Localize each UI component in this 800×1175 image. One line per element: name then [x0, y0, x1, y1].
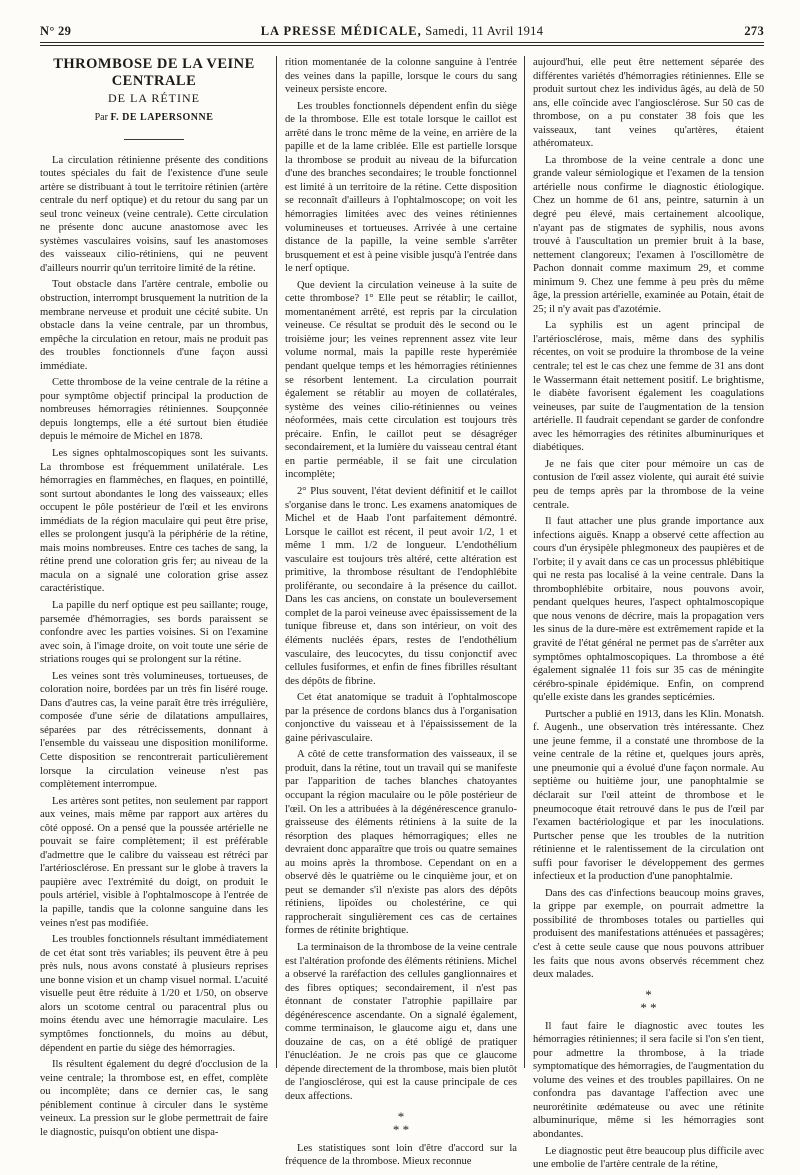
paragraph: Les signes ophtalmoscopiques sont les suivants. La thrombose est fréquemment unilatérale. Les hémorragies en flammèches, en flaques, en pointillé, sont surtout abondantes le long des vaisseaux; elles occupent le pôle postérieur de l'œil et les environs immédiats de la région maculaire qui peut être prise, elles se prolongent jusqu'à la périphérie de la rétine, mais moins nombreuses. Entre ces taches de sang, la rétine prend une coloration gris fer; au niveau de la macula on a signalé une coloration grise assez caractéristique.: [40, 447, 268, 595]
column-divider: [524, 56, 525, 1068]
paragraph: Il faut attacher une plus grande importance aux infections aiguës. Knapp a observé cette affection au cours d'un érysipèle phlegmoneux des paupières et de l'orbite; il y avait dans ce cas un processus phlébitique qui ne resta pas localisé à la veine centrale. Dans la thrombophlébite orbitaire, nous pouvons avoir, pendant quelques heures, l'aspect ophtalmoscopique que nous venons de décrire, mais la propagation vers les sinus de la dure-mère est extrêmement rapide et la gravité de l'état général ne permet pas de s'arrêter aux symptômes ophtalmoscopiques. La thrombose a été également signalée 11 fois sur 35 cas de méningite cérébro-spinale épidémique. Enfin, on comprend qu'elle existe dans les grandes septicémies.: [533, 516, 764, 704]
paragraph: La papille du nerf optique est peu saillante; rouge, parsemée d'hémorragies, ses bords paraissent se confondre avec les parties voisines. Si on l'examine avec soin, à l'image droite, on voit toute une série de striations rouges qui se prolongent sur la rétine.: [40, 600, 268, 666]
author-prefix: Par: [94, 111, 108, 123]
header-rule: [40, 42, 764, 43]
page-number: 273: [744, 24, 764, 38]
paragraph: rition momentanée de la colonne sanguine à l'entrée des veines dans la papille, lorsque le cours du sang veineux persiste encore.: [285, 57, 517, 96]
paragraph: Les troubles fonctionnels résultant immédiatement de cet état sont très variables; ils peuvent être à peu près nuls, nous avons constaté à plusieurs reprises une bonne vision et un champ visuel normal. L'acuité visuelle peut être réduite à 1/20 et 1/50, on observe alors un scotome central ou paracentral plus ou moins étendu avec une hémorragie maculaire. Les symptômes fonctionnels, du moins au début, dépendent en partie du siège des hémorragies.: [40, 934, 268, 1054]
section-separator: * * *: [640, 986, 657, 1015]
article-subtitle: DE LA RÉTINE: [108, 91, 200, 106]
article-title: THROMBOSE DE LA VEINE CENTRALE: [53, 56, 255, 89]
paragraph: Cette thrombose de la veine centrale de la rétine a pour symptôme objectif principal la production de nombreuses hémorragies rétiniennes. Soupçonnée depuis longtemps, elle a été surtout bien étudiée depuis le mémoire de Michel en 1878.: [40, 377, 268, 443]
author-name: F. DE LAPERSONNE: [110, 111, 214, 123]
column-1: [40, 56, 268, 1142]
paragraph: La thrombose de la veine centrale a donc une grande valeur sémiologique et l'examen de la tension artérielle nous confirme le diagnostic étiologique. Chez un homme de 61 ans, peintre, saturnin à un degré peu élevé, mais certainement alcoolique, n'ayant pas de stigmates de syphilis, nous avons trouvé à l'auscultation un premier bruit à la base, nettement clangoreux; l'examen à l'oscillomètre de Pachon donnait comme maximum 29, et comme minimum 9. Chez une femme à peu près du même âge, la pression artérielle, examinée au Potain, était de 25; il n'y avait pas d'azotémie.: [533, 154, 764, 315]
column-3: [533, 56, 764, 1175]
paragraph: Les statistiques sont loin d'être d'accord sur la fréquence de la thrombose. Mieux reconnue: [285, 1142, 517, 1168]
paragraph: A côté de cette transformation des vaisseaux, il se produit, dans la rétine, tout un travail qui se manifeste par l'apparition de taches blanches chatoyantes occupant la région maculaire ou le pôle postérieur de l'œil. On les a attribuées à la dégénérescence granulo-graisseuse des éléments rétiniens à la suite de la résorption des plaques hémorragiques; elles ne devraient donc apparaître que trois ou quatre semaines au moins après la thrombose. Cependant on en a observé dès le quatrième ou le cinquième jour, et on peut se demander s'il n'existe pas alors des dépôts rétiniens, lipoïdes ou cholestérine, ce qui rapprocherait singulièrement ces cas de certaines formes de rétinite brightique.: [285, 749, 517, 937]
title-divider: [124, 139, 184, 140]
paragraph: aujourd'hui, elle peut être nettement séparée des différentes variétés d'hémorragies rétiniennes. Elle se produit surtout chez les individus âgés, au delà de 50 ans, elle coïncide avec l'angiosclérose. Sur 50 cas de thrombose, on a pu constater 38 fois que les vaisseaux, tant veines qu'artères, étaient athéromateux.: [533, 57, 764, 150]
issue-number: N° 29: [40, 24, 72, 38]
paragraph: Cet état anatomique se traduit à l'ophtalmoscope par la présence de cordons blancs dus à l'organisation conjonctive du vaisseau et à l'épaississement de la gaine périvasculaire.: [285, 692, 517, 744]
paragraph: 2° Plus souvent, l'état devient définitif et le caillot s'organise dans le tronc. Les examens anatomiques de Michel et de Haab l'ont parfaitement démontré. Lorsque le caillot est récent, il peut avoir 1/2, 1 et même 1 mm. 1/2 de longueur. L'endothélium vasculaire est toujours très altéré, cette altération est primitive, la thrombose résultant de l'endophlébite proliférante, ou secondaire à la présence du caillot. Dans les cas anciens, on constate un bouleversement complet de la paroi veineuse avec épaississement de la tunique fibreuse et, dans son intérieur, on voit des éléments nucléés épars, restes de l'endothélium vasculaire, des leucocytes, du tissu conjonctif avec cellules fusiformes, et enfin de fines fibrilles résultant des dépôts de fibrine.: [285, 485, 517, 687]
column-divider: [276, 56, 277, 1068]
journal-line: [40, 24, 764, 39]
paragraph: Il faut faire le diagnostic avec toutes les hémorragies rétiniennes; il sera facile si l'on s'en tient, pour admettre la thrombose, à la triade symptomatique des hémorragies, de l'augmentation du volume des veines et des troubles papillaires. On ne confondra pas davantage l'affection avec une neurorétinite œdémateuse ou avec une rétinite albuminurique, même si les hémorragies sont abondantes.: [533, 1020, 764, 1141]
paragraph: Je ne fais que citer pour mémoire un cas de contusion de l'œil assez violente, qui aurait été suivie peu de temps après par la thrombose de la veine centrale.: [533, 458, 764, 511]
paragraph: La circulation rétinienne présente des conditions toutes spéciales du fait de l'existence d'une seule artère se distribuant à tout le territoire rétinien (artère centrale du nerf optique) et du retour du sang par un seul tronc veineux (veine centrale). Cette circulation ne présente donc aucune anastomose avec les systèmes vasculaires voisins, sauf les anastomoses des vaisseaux cilio-rétiniens, qui ne peuvent d'ailleurs nourrir qu'un territoire limité de la rétine.: [40, 154, 268, 274]
paragraph: Dans des cas d'infections beaucoup moins graves, la grippe par exemple, on pourrait admettre la possibilité de thromboses totales ou partielles qui produisent des manifestations atténuées et passagères; c'est à cette seule cause que nous pouvons attribuer les faits que nous avons observés récemment chez deux malades.: [533, 887, 764, 981]
paragraph: Purtscher a publié en 1913, dans les Klin. Monatsh. f. Augenh., une observation très intéressante. Chez une jeune femme, il a constaté une thrombose de la veine centrale de la rétine et, quelques jours après, une pneumonie qui a évolué d'une façon normale. Au septième ou huitième jour, une panophtalmie se déclarait sur l'œil atteint de thrombose et le pneumocoque était retrouvé dans le pus de l'œil par l'examen bactériologique et par les inoculations. Purtscher pense que les troubles de la nutrition rétinienne et le ralentissement de la circulation ont suffi pour favoriser le développement des germes infectieux et la production d'une panophtalmie.: [533, 708, 764, 883]
article-author: [40, 112, 268, 125]
paragraph: Que devient la circulation veineuse à la suite de cette thrombose? 1° Elle peut se rétablir; le caillot, momentanément arrêté, est repris par la circulation veineuse. Ce résultat se produit dès le second ou le troisième jour; les veines reprennent assez vite leur volume normal, mais la papille reste hyperémiée pendant quelque temps et les hémorragies rétiniennes se résorbent lentement. La circulation pourrait également se rétablir au moyen de collatérales, système des veines cilio-rétiniennes ou veines néoformées, mais cette circulation est toujours très précaire. Enfin, le caillot peut se désagréger secondairement, et la lumière du vaisseau central étant en partie perméable, il se fait une circulation incomplète;: [285, 279, 517, 481]
paragraph: Ils résultent également du degré d'occlusion de la veine centrale; la thrombose est, en effet, complète ou incomplète; dans ce dernier cas, le sang péniblement continue à circuler dans le système veineux. La pression sur le globe permettrait de faire le diagnostic, puisqu'on obtient une dispa-: [40, 1059, 268, 1138]
column-2: [285, 56, 517, 1172]
paragraph: La syphilis est un agent principal de l'artériosclérose, mais, même dans des syphilis récentes, on voit se produire la thrombose de la veine centrale; tel est le cas chez une femme de 31 ans dont le Wassermann était nettement positif. Le brightisme, le diabète favorisent également les coagulations veineuses, par suite de l'augmentation de la tension artérielle. Il faudrait cependant se garder de confondre avec les hémorragies des rétinites albuminuriques et diabétiques.: [533, 320, 764, 454]
header-rule-double: [40, 45, 764, 46]
section-separator: * * *: [392, 1108, 410, 1137]
paragraph: La terminaison de la thrombose de la veine centrale est l'altération profonde des éléments rétiniens. Michel a observé la raréfaction des cellules ganglionnaires et des fibres optiques; secondairement, il n'est pas étonnant de constater l'atrophie papillaire par dégénérescence ascendante. On a signalé également, comme terminaison, le glaucome aigu et, dans une douzaine de cas, on a été obligé de pratiquer l'énucléation. Je ne crois pas que ce glaucome dépende directement de la thrombose, mais bien plutôt de l'angiosclérose, qui est la cause principale de ces deux affections.: [285, 942, 517, 1103]
paragraph: Le diagnostic peut être beaucoup plus difficile avec une embolie de l'artère centrale de la rétine,: [533, 1145, 764, 1171]
paragraph: Les troubles fonctionnels dépendent enfin du siège de la thrombose. Elle est totale lorsque le caillot est arrêté dans le tronc même de la veine, en arrière de la papille et de la lame criblée. Elle est partielle lorsque la thrombose se produit au niveau de la bifurcation d'une des branches secondaires; le trouble fonctionnel est limité à un territoire de la rétine. Cette disposition se reconnaît d'ailleurs à l'ophtalmoscope; on voit les hémorragies limitées avec des veines rétiniennes volumineuses et tortueuses. Arrivée à une certaine distance de la papille, la veine semble s'arrêter brusquement et est à peine visible jusqu'à l'entrée dans le nerf optique.: [285, 100, 517, 275]
issue-date: Samedi, 11 Avril 1914: [425, 24, 544, 38]
paragraph: Les veines sont très volumineuses, tortueuses, de coloration noire, bordées par un très fin liséré rouge. Dans d'autres cas, la veine paraît être très irrégulière, composée d'une série de dilatations ampullaires, séparées par des rétrécissements, donnant à l'ensemble du vaisseau une disposition moniliforme. Cette disposition se rencontrerait particulièrement lorsque la circulation veineuse n'est pas complètement interrompue.: [40, 670, 268, 791]
paragraph: Tout obstacle dans l'artère centrale, embolie ou obstruction, interrompt brusquement la nutrition de la membrane nerveuse et produit une cécité subite. Un obstacle dans la veine centrale, par un thrombus, empêche la circulation en retour, mais ne produit pas des troubles fonctionnels d'une façon aussi immédiate.: [40, 279, 268, 372]
journal-name: LA PRESSE MÉDICALE,: [260, 24, 422, 38]
paragraph: Les artères sont petites, non seulement par rapport aux veines, mais même par rapport aux artères du côté opposé. On a pensé que la poussée artérielle ne pouvait se faire complètement; il est préférable d'admettre que le calibre du vaisseau est rétréci par l'artériosclérose. En pressant sur le globe à travers la paupière avec l'extrémité du doigt, on produit le pouls artériel, visible à l'ophtalmoscope à l'entrée de la papille, tandis que la colonne sanguine dans les veines n'est pas modifiée.: [40, 795, 268, 929]
